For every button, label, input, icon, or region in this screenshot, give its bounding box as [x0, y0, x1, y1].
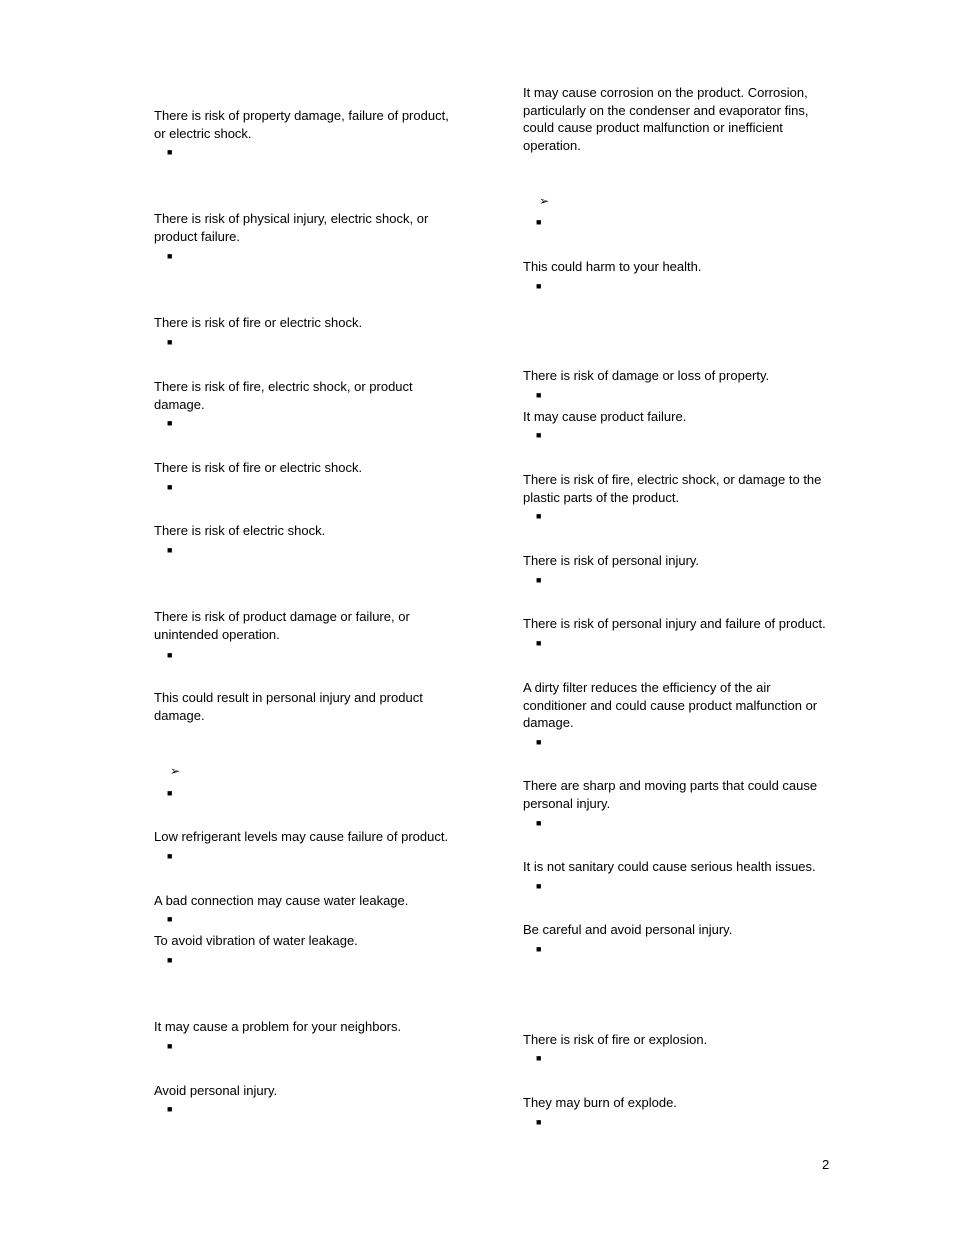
page-number: 2: [822, 1157, 830, 1172]
right-text-9: There are sharp and moving parts that could cause personal injury.: [523, 778, 818, 811]
left-text-9: Low refrigerant levels may cause failure of product.: [154, 829, 449, 844]
left-text-10: A bad connection may cause water leakage.: [154, 893, 409, 908]
bullet-square: ■: [536, 430, 542, 440]
right-text-7: There is risk of personal injury and failure of product.: [523, 616, 826, 631]
bullet-square: ■: [536, 638, 542, 648]
right-text-13: They may burn of explode.: [523, 1095, 677, 1110]
right-text-4: It may cause product failure.: [523, 409, 687, 424]
right-text-10: It is not sanitary could cause serious health issues.: [523, 859, 816, 874]
left-text-1: There is risk of property damage, failure of product, or electric shock.: [154, 108, 449, 141]
right-text-5: There is risk of fire, electric shock, or damage to the plastic parts of the product.: [523, 472, 822, 505]
bullet-square: ■: [167, 545, 173, 555]
bullet-square: ■: [167, 251, 173, 261]
bullet-square: ■: [536, 818, 542, 828]
bullet-square: ■: [167, 337, 173, 347]
bullet-square: ■: [536, 281, 542, 291]
bullet-square: ■: [167, 418, 173, 428]
bullet-square: ■: [536, 1117, 542, 1127]
left-text-2: There is risk of physical injury, electric shock, or product failure.: [154, 211, 429, 244]
bullet-square: ■: [536, 1053, 542, 1063]
arrow-bullet-icon: ➢: [539, 194, 550, 208]
left-text-3: There is risk of fire or electric shock.: [154, 315, 363, 330]
bullet-square: ■: [536, 881, 542, 891]
right-text-8: A dirty filter reduces the efficiency of the air conditioner and could cause product malfunction or damage.: [523, 680, 818, 731]
bullet-square: ■: [167, 482, 173, 492]
right-text-12: There is risk of fire or explosion.: [523, 1032, 708, 1047]
bullet-square: ■: [536, 511, 542, 521]
left-text-5: There is risk of fire or electric shock.: [154, 460, 363, 475]
arrow-bullet-icon: ➢: [170, 764, 181, 778]
bullet-square: ■: [536, 944, 542, 954]
bullet-square: ■: [167, 955, 173, 965]
bullet-square: ■: [536, 390, 542, 400]
bullet-square: ■: [167, 1041, 173, 1051]
left-text-12: It may cause a problem for your neighbors.: [154, 1019, 402, 1034]
left-text-7: There is risk of product damage or failure, or unintended operation.: [154, 609, 410, 642]
left-text-11: To avoid vibration of water leakage.: [154, 933, 358, 948]
bullet-square: ■: [536, 575, 542, 585]
bullet-square: ■: [167, 851, 173, 861]
left-text-4: There is risk of fire, electric shock, or product damage.: [154, 379, 413, 412]
bullet-square: ■: [167, 1104, 173, 1114]
bullet-square: ■: [536, 737, 542, 747]
right-text-2: This could harm to your health.: [523, 259, 702, 274]
bullet-square: ■: [167, 914, 173, 924]
right-text-11: Be careful and avoid personal injury.: [523, 922, 733, 937]
left-text-8: This could result in personal injury and product damage.: [154, 690, 423, 723]
bullet-square: ■: [167, 650, 173, 660]
right-text-6: There is risk of personal injury.: [523, 553, 700, 568]
right-text-1: It may cause corrosion on the product. Corrosion, particularly on the condenser and evaporator fins, could cause product malfunction or inefficient operation.: [523, 85, 809, 153]
left-text-6: There is risk of electric shock.: [154, 523, 326, 538]
bullet-square: ■: [536, 217, 542, 227]
bullet-square: ■: [167, 788, 173, 798]
bullet-square: ■: [167, 147, 173, 157]
left-text-13: Avoid personal injury.: [154, 1083, 278, 1098]
right-text-3: There is risk of damage or loss of property.: [523, 368, 770, 383]
